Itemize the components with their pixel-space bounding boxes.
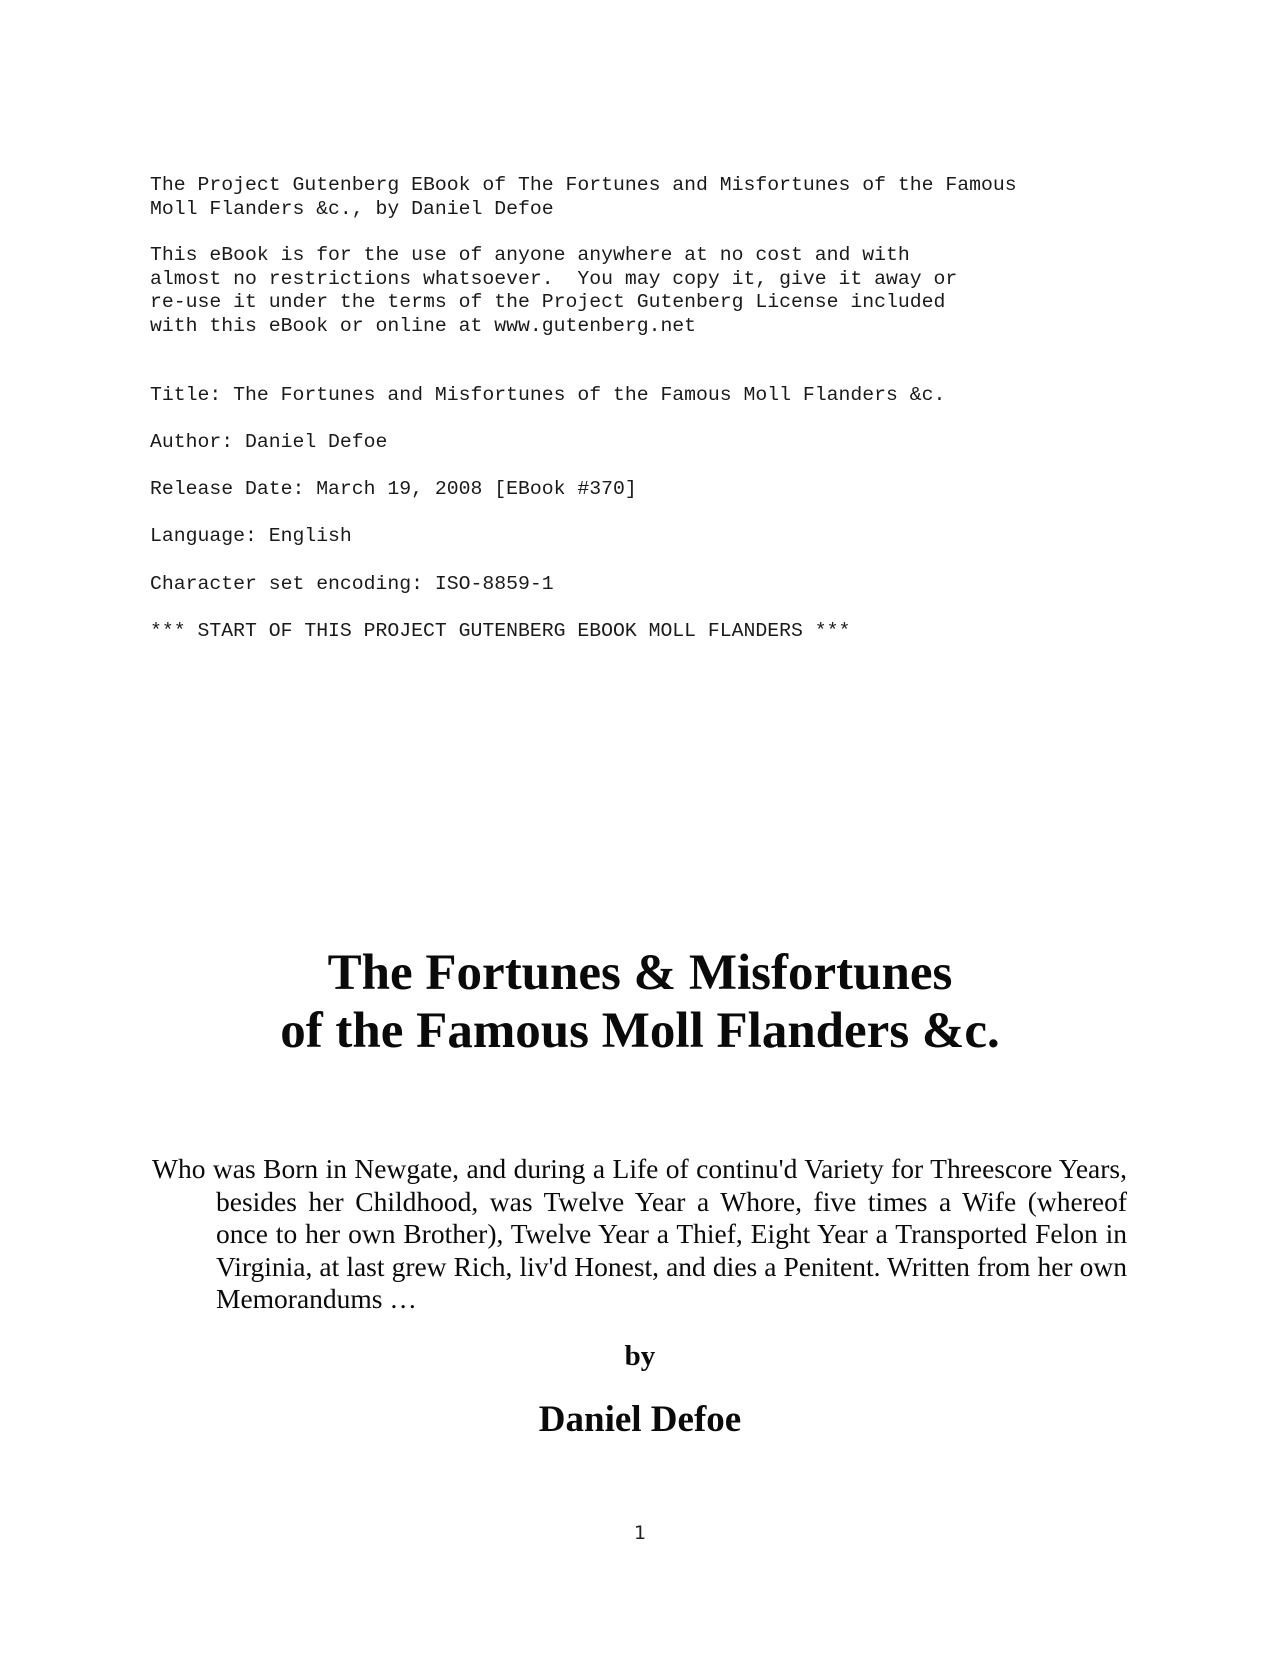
metadata-title: Title: The Fortunes and Misfortunes of the Famous Moll Flanders &c.: [150, 384, 946, 406]
book-author: Daniel Defoe: [538, 1399, 742, 1440]
metadata-release-date: Release Date: March 19, 2008 [EBook #370]: [150, 478, 637, 500]
license-line-4: with this eBook or online at www.gutenberg.net: [150, 314, 697, 337]
byline-by: by: [624, 1340, 656, 1372]
license-line-2: almost no restrictions whatsoever. You may copy it, give it away or: [150, 267, 958, 290]
book-title-line-1: The Fortunes & Misfortunes: [327, 945, 953, 1001]
gutenberg-header-line-1: The Project Gutenberg EBook of The Fortunes and Misfortunes of the Famous: [150, 174, 1017, 196]
book-title-line-2: of the Famous Moll Flanders &c.: [280, 1003, 1000, 1059]
ebook-start-marker: *** START OF THIS PROJECT GUTENBERG EBOOK MOLL FLANDERS ***: [150, 620, 851, 642]
gutenberg-header-line-2: Moll Flanders &c., by Daniel Defoe: [150, 197, 554, 220]
license-line-3: re-use it under the terms of the Project Gutenberg License included: [150, 291, 946, 313]
license-line-1: This eBook is for the use of anyone anywhere at no cost and with: [150, 244, 910, 266]
metadata-author: Author: Daniel Defoe: [150, 431, 388, 453]
page-number: 1: [633, 1522, 647, 1544]
book-title: [0, 944, 1280, 1060]
metadata-language: Language: English: [150, 525, 352, 547]
metadata-encoding: Character set encoding: ISO-8859-1: [150, 573, 554, 595]
book-subtitle: Who was Born in Newgate, and during a Life of continu'd Variety for Threescore Years, besides her Childhood, was Twelve Year a Whore, five times a Wife (whereof once to her own Brother), Twelve Year a Thief, Eight Year a Transported Felon in Virginia, at last grew Rich, liv'd Honest, and dies a Penitent. Written from her own Memorandums …: [152, 1153, 1127, 1314]
